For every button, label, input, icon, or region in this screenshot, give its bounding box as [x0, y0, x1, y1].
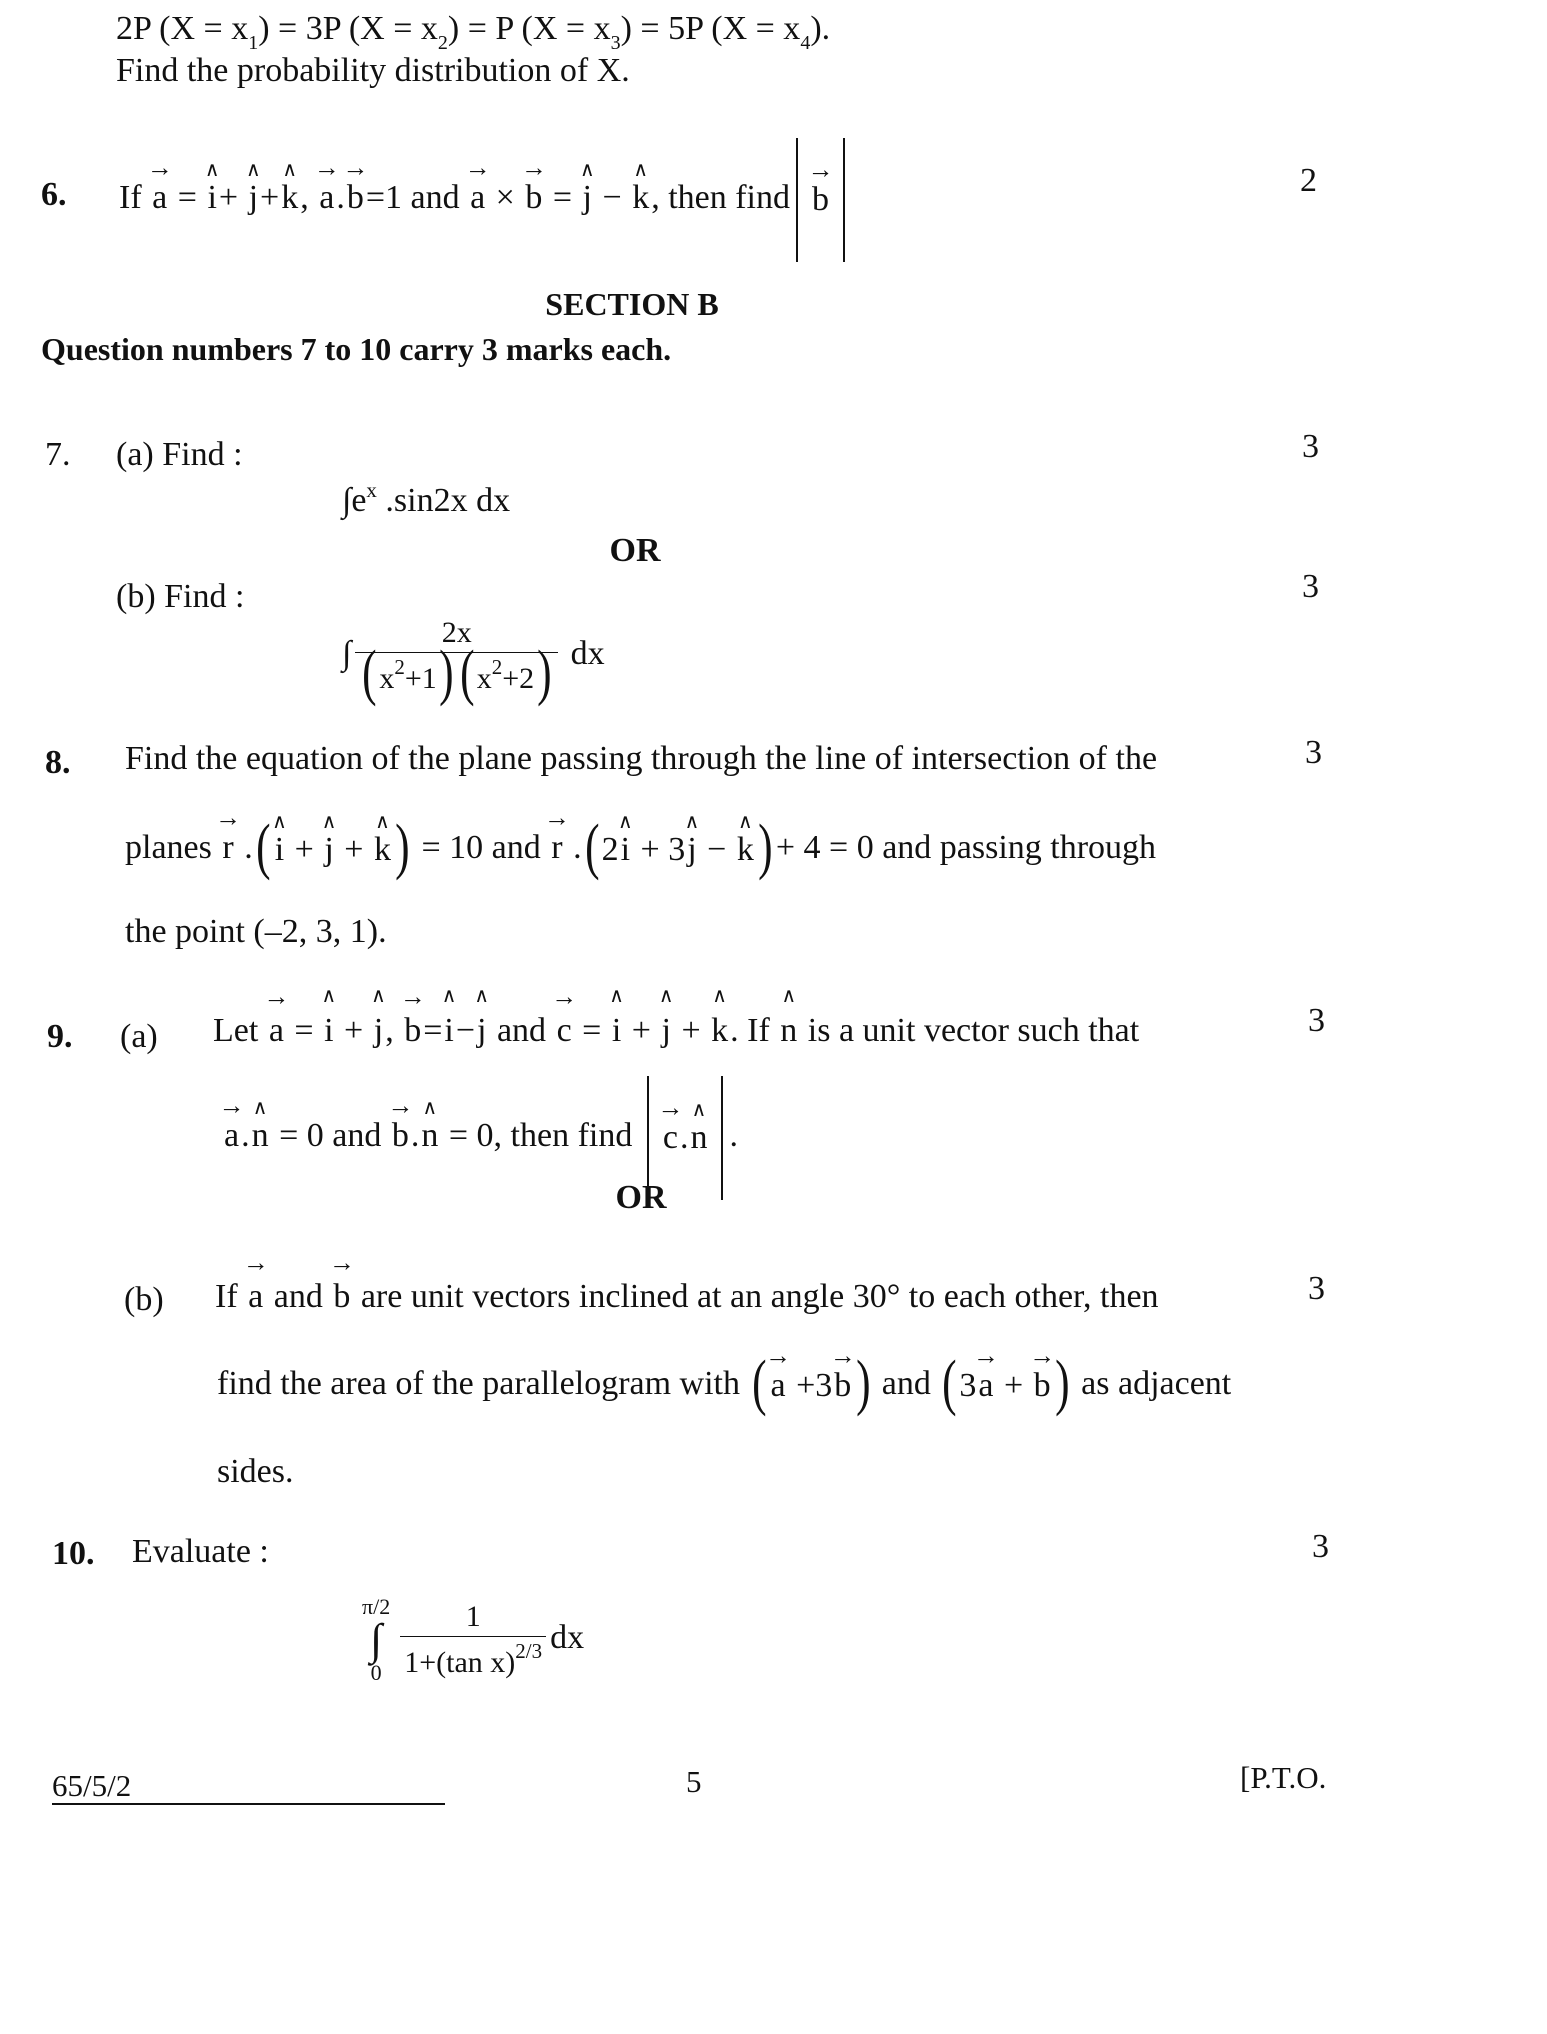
- vector-symbol: → b: [523, 158, 544, 238]
- text-run: =: [423, 1012, 443, 1049]
- q9b-label: (b): [124, 1281, 164, 1318]
- text-run: .: [679, 1119, 689, 1156]
- q7b-marks: 3: [1302, 568, 1319, 605]
- text-run: sides.: [217, 1453, 294, 1490]
- footer-rule: [52, 1803, 445, 1805]
- integral-sign-icon: ∫: [370, 1615, 383, 1664]
- q8-marks: 3: [1305, 734, 1322, 771]
- q9b-line3: [217, 1455, 294, 1489]
- q7a-marks: 3: [1302, 428, 1319, 465]
- unit-vector-symbol: ∧ j: [247, 158, 260, 238]
- vector-symbol: → b: [390, 1096, 411, 1176]
- text-run: 3: [959, 1367, 977, 1405]
- q9a-line1: [213, 1014, 1139, 1048]
- definite-integral: [362, 1596, 390, 1684]
- text-run: .sin2x dx: [376, 482, 511, 519]
- text-run: Find the equation of the plane passing through the line of intersection of the: [125, 740, 1158, 777]
- fraction-denominator: [400, 1636, 546, 1678]
- text-run: = 0 and: [270, 1116, 390, 1154]
- text-run: + 3: [632, 831, 686, 869]
- unit-vector-symbol: ∧ k: [630, 158, 651, 238]
- vector-symbol: → a: [317, 158, 336, 238]
- q8-line2: [125, 808, 1156, 890]
- text-run: +: [286, 831, 323, 869]
- q10-label: Evaluate :: [132, 1533, 269, 1570]
- parenthesized-group: [359, 657, 456, 694]
- section-title: SECTION B: [545, 286, 719, 322]
- text-run: dx: [550, 1618, 585, 1656]
- q6-text: [119, 138, 851, 262]
- text-run: are unit vectors inclined at an angle 30° to each other, then: [352, 1278, 1159, 1315]
- unit-vector-symbol: ∧ k: [372, 810, 393, 890]
- text-run: the point (–2, 3, 1).: [125, 913, 387, 950]
- q6-number: 6.: [41, 176, 67, 213]
- vector-symbol: → a: [976, 1346, 995, 1426]
- q10-marks: 3: [1312, 1528, 1329, 1565]
- text-run: .: [336, 178, 345, 216]
- vector-symbol: → a: [150, 158, 169, 238]
- text-run: +: [623, 1012, 660, 1049]
- please-turn-over: [P.T.O.: [1240, 1760, 1327, 1795]
- text-run: −: [594, 178, 631, 216]
- text-run: .: [729, 1116, 738, 1154]
- vector-symbol: → a: [468, 158, 487, 238]
- text-run: +: [995, 1367, 1032, 1405]
- vector-symbol: → a: [267, 1014, 286, 1048]
- unit-vector-symbol: ∧ n: [250, 1096, 271, 1176]
- text-run: Let: [213, 1012, 267, 1049]
- vector-symbol: → b: [402, 1014, 423, 1048]
- q9a-label: (a): [120, 1018, 158, 1055]
- integral-lower-limit: 0: [370, 1660, 382, 1685]
- unit-vector-symbol: ∧ j: [581, 158, 594, 238]
- unit-vector-symbol: ∧ j: [475, 1014, 488, 1048]
- text-run: +1: [404, 662, 437, 695]
- q6-marks: 2: [1300, 162, 1317, 199]
- q9b-marks: 3: [1308, 1270, 1325, 1307]
- unit-vector-symbol: ∧ i: [322, 1014, 335, 1048]
- text-run: ,: [385, 1012, 403, 1049]
- text-run: .: [564, 829, 582, 866]
- text-run: +: [260, 178, 280, 216]
- text-run: +2: [502, 662, 535, 695]
- vector-symbol: → a: [246, 1280, 265, 1314]
- vector-symbol: → c: [661, 1098, 680, 1178]
- text-run: and: [488, 1012, 555, 1049]
- text-run: = 10 and: [412, 829, 550, 866]
- text-run: ∫: [342, 634, 352, 672]
- parenthesized-group: [939, 1346, 1072, 1426]
- text-run: 1+(tan x): [404, 1646, 516, 1679]
- text-run: +: [672, 1012, 710, 1049]
- superscript: 2/3: [515, 1639, 543, 1663]
- vector-symbol: → b: [345, 158, 366, 238]
- magnitude-bars: [796, 138, 845, 262]
- text-run: =: [169, 178, 206, 216]
- text-run: + 4 = 0 and passing through: [775, 829, 1157, 866]
- unit-vector-symbol: ∧ k: [709, 1014, 730, 1048]
- vector-symbol: → b: [1032, 1346, 1053, 1426]
- text-run: ,: [300, 178, 318, 216]
- q10-integral: [362, 1596, 584, 1684]
- text-run: =: [285, 1012, 323, 1049]
- unit-vector-symbol: ∧ i: [205, 158, 218, 238]
- q9b-line2: [217, 1344, 1231, 1426]
- text-run: .: [410, 1116, 420, 1154]
- superscript: 2: [394, 655, 405, 679]
- text-run: +3: [787, 1367, 833, 1405]
- superscript: x: [366, 478, 377, 502]
- fraction: [355, 618, 558, 694]
- text-run: Find the probability distribution of X.: [116, 52, 630, 89]
- text-run: 1: [465, 1600, 481, 1633]
- text-run: planes: [125, 829, 221, 866]
- parenthesized-group: [457, 657, 554, 694]
- unit-vector-symbol: ∧ n: [778, 1014, 799, 1048]
- fraction-denominator: [355, 652, 558, 694]
- vector-symbol: → r: [220, 808, 235, 888]
- unit-vector-symbol: ∧ n: [688, 1098, 709, 1178]
- q7b-label: (b) Find :: [116, 578, 245, 615]
- text-run: =: [573, 1012, 610, 1049]
- q8-line1: [125, 742, 1157, 776]
- text-run: , then find: [651, 178, 790, 216]
- unit-vector-symbol: ∧ j: [322, 810, 335, 890]
- parenthesized-group: [253, 810, 413, 890]
- text-run: ∫e: [342, 482, 367, 519]
- text-run: and: [265, 1278, 332, 1315]
- fraction-numerator: [460, 1602, 487, 1636]
- text-run: and: [873, 1365, 940, 1402]
- text-run: is a unit vector such that: [799, 1012, 1140, 1049]
- vector-symbol: → b: [331, 1280, 352, 1314]
- paper-code: 65/5/2: [52, 1768, 132, 1803]
- vector-symbol: → a: [769, 1346, 788, 1426]
- vector-symbol: → b: [832, 1346, 853, 1426]
- vector-symbol: → r: [549, 808, 564, 888]
- vector-symbol: → b: [810, 160, 831, 240]
- unit-vector-symbol: ∧ j: [685, 810, 698, 890]
- subscript: 2: [437, 32, 448, 54]
- text-run: 2x: [441, 616, 472, 649]
- text-run: dx: [562, 634, 605, 672]
- subscript: 4: [800, 32, 811, 54]
- section-instruction: Question numbers 7 to 10 carry 3 marks each.: [41, 331, 672, 367]
- q9a-marks: 3: [1308, 1002, 1325, 1039]
- text-run: If: [215, 1278, 247, 1315]
- q8-number: 8.: [45, 744, 71, 781]
- q8-line3: [125, 915, 387, 949]
- fraction: [400, 1602, 546, 1678]
- text-run: .: [235, 829, 253, 866]
- text-run: ×: [487, 178, 524, 216]
- q10-number: 10.: [52, 1535, 95, 1572]
- superscript: 2: [491, 655, 503, 679]
- text-run: 2P (X = x: [116, 10, 249, 47]
- text-run: x: [379, 662, 395, 695]
- text-run: x: [476, 662, 492, 695]
- unit-vector-symbol: ∧ k: [279, 158, 300, 238]
- q9-or: OR: [615, 1179, 667, 1216]
- unit-vector-symbol: ∧ i: [610, 1014, 623, 1048]
- text-run: −: [455, 1012, 476, 1049]
- text-run: ) = P (X = x: [447, 10, 611, 47]
- unit-vector-symbol: ∧ i: [442, 1014, 455, 1048]
- text-run: +: [218, 178, 247, 216]
- text-run: as adjacent: [1072, 1365, 1232, 1402]
- unit-vector-symbol: ∧ j: [372, 1014, 385, 1048]
- text-run: ) = 5P (X = x: [620, 10, 801, 47]
- q7-or: OR: [609, 532, 661, 569]
- q7b-integral: [342, 618, 605, 694]
- subscript: 3: [610, 32, 621, 54]
- text-run: +: [335, 831, 372, 869]
- q9-number: 9.: [47, 1018, 73, 1055]
- text-run: If: [119, 178, 151, 216]
- vector-symbol: → c: [555, 1014, 574, 1048]
- text-run: ) = 3P (X = x: [258, 10, 438, 47]
- unit-vector-symbol: ∧ n: [419, 1096, 440, 1176]
- text-run: =1 and: [365, 178, 469, 216]
- q5-instruction: [116, 54, 630, 88]
- integral-upper-limit: π/2: [362, 1594, 391, 1619]
- unit-vector-symbol: ∧ k: [735, 810, 756, 890]
- q7a-integral: [342, 480, 510, 518]
- text-run: 2: [601, 831, 619, 869]
- text-run: . If: [730, 1012, 779, 1049]
- text-run: +: [335, 1012, 372, 1049]
- q7-number: 7.: [45, 436, 71, 473]
- vector-symbol: → a: [222, 1096, 241, 1176]
- text-run: −: [698, 831, 735, 869]
- text-run: = 0, then find: [440, 1116, 641, 1154]
- unit-vector-symbol: ∧ i: [619, 810, 632, 890]
- parenthesized-group: [749, 1346, 874, 1426]
- subscript: 1: [248, 32, 259, 54]
- page-number: 5: [686, 1764, 702, 1799]
- q9b-line1: [215, 1280, 1159, 1314]
- unit-vector-symbol: ∧ j: [659, 1014, 672, 1048]
- text-run: ).: [810, 10, 831, 47]
- q7a-label: (a) Find :: [116, 436, 243, 473]
- parenthesized-group: [582, 810, 776, 890]
- text-run: =: [544, 178, 581, 216]
- unit-vector-symbol: ∧ i: [273, 810, 286, 890]
- q5-condition: [116, 12, 830, 53]
- text-run: find the area of the parallelogram with: [217, 1365, 749, 1402]
- text-run: .: [241, 1116, 250, 1154]
